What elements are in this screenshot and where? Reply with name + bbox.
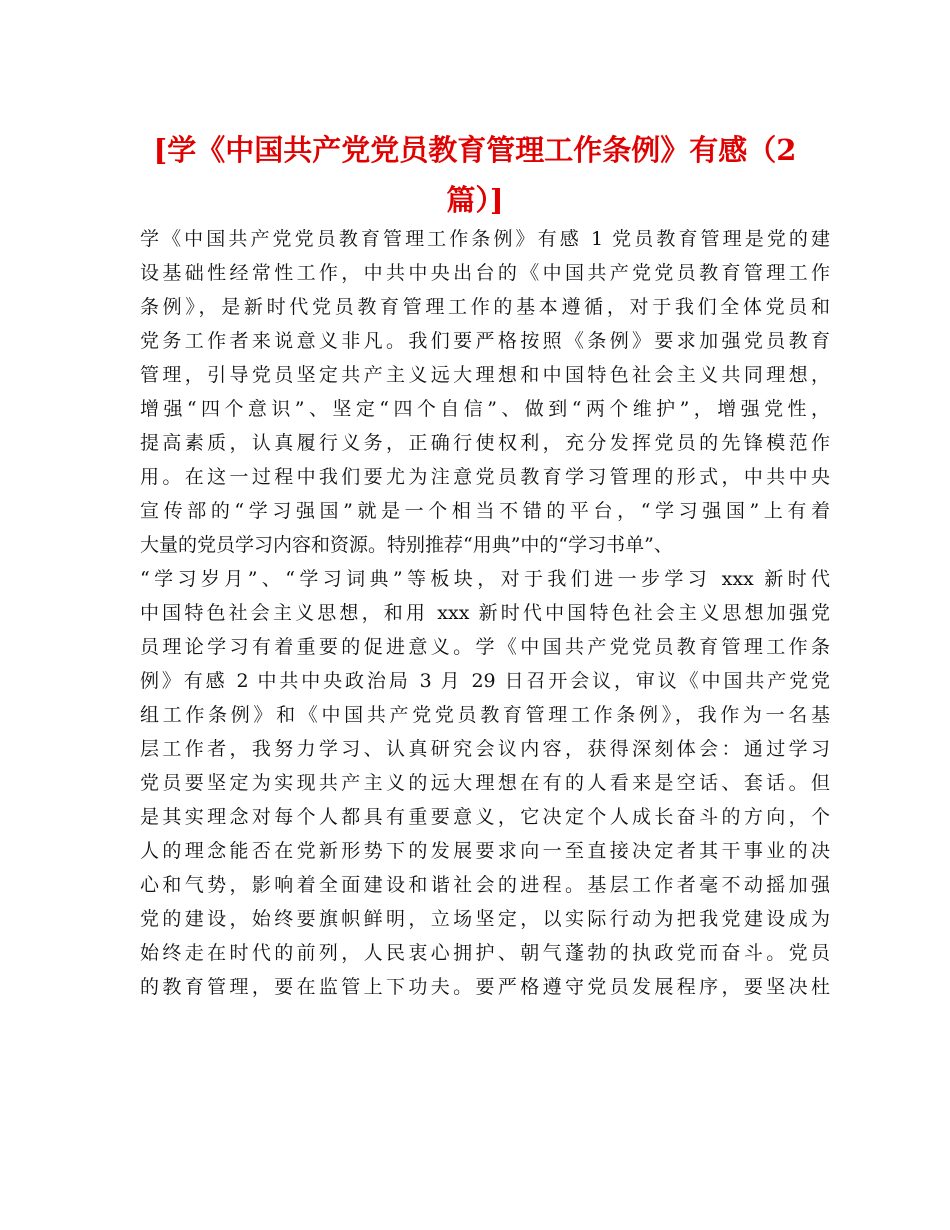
- body-line: 党务工作者来说意义非凡。我们要严格按照《条例》要求加强党员教育: [140, 330, 830, 352]
- body-line: 是其实理念对每个人都具有重要意义，它决定个人成长奋斗的方向，个: [140, 806, 830, 828]
- body-line: 条例》，是新时代党员教育管理工作的基本遵循，对于我们全体党员和: [140, 296, 830, 318]
- body-line: 中国特色社会主义思想，和用 xxx 新时代中国特色社会主义思想加强党: [140, 602, 830, 624]
- body-line: 党的建设，始终要旗帜鲜明，立场坚定，以实际行动为把我党建设成为: [140, 908, 830, 930]
- body-line: 宣传部的“学习强国”就是一个相当不错的平台，“学习强国”上有着: [140, 500, 830, 522]
- body-line: 管理，引导党员坚定共产主义远大理想和中国特色社会主义共同理想，: [140, 364, 830, 386]
- body-line: 学《中国共产党党员教育管理工作条例》有感 1 党员教育管理是党的建: [140, 228, 830, 250]
- body-line: 设基础性经常性工作，中共中央出台的《中国共产党党员教育管理工作: [140, 262, 830, 284]
- body-line: 提高素质，认真履行义务，正确行使权利，充分发挥党员的先锋模范作: [140, 432, 830, 454]
- body-line: “学习岁月”、“学习词典”等板块，对于我们进一步学习 xxx 新时代: [140, 568, 830, 590]
- body-line: 大量的党员学习内容和资源。特别推荐“用典”中的“学习书单”、: [140, 534, 673, 556]
- body-line: 员理论学习有着重要的促进意义。学《中国共产党党员教育管理工作条: [140, 636, 830, 658]
- document-body: [140, 222, 830, 1004]
- document-title-line-2: 篇）]: [446, 183, 504, 217]
- body-line: 层工作者，我努力学习、认真研究会议内容，获得深刻体会：通过学习: [140, 738, 830, 760]
- body-line: 的教育管理，要在监管上下功夫。要严格遵守党员发展程序，要坚决杜: [140, 976, 830, 998]
- document-title-line-1: [学《中国共产党党员教育管理工作条例》有感（2: [153, 133, 797, 167]
- body-line: 党员要坚定为实现共产主义的远大理想在有的人看来是空话、套话。但: [140, 772, 830, 794]
- body-line: 例》有感 2 中共中央政治局 3 月 29 日召开会议，审议《中国共产党党: [140, 670, 830, 692]
- body-line: 始终走在时代的前列，人民衷心拥护、朝气蓬勃的执政党而奋斗。党员: [140, 942, 830, 964]
- body-line: 用。在这一过程中我们要尤为注意党员教育学习管理的形式，中共中央: [140, 466, 830, 488]
- body-line: 人的理念能否在党新形势下的发展要求向一至直接决定者其干事业的决: [140, 840, 830, 862]
- body-line: 增强“四个意识”、坚定“四个自信”、做到“两个维护”，增强党性，: [140, 398, 830, 420]
- body-line: 组工作条例》和《中国共产党党员教育管理工作条例》，我作为一名基: [140, 704, 830, 726]
- body-line: 心和气势，影响着全面建设和谐社会的进程。基层工作者毫不动摇加强: [140, 874, 830, 896]
